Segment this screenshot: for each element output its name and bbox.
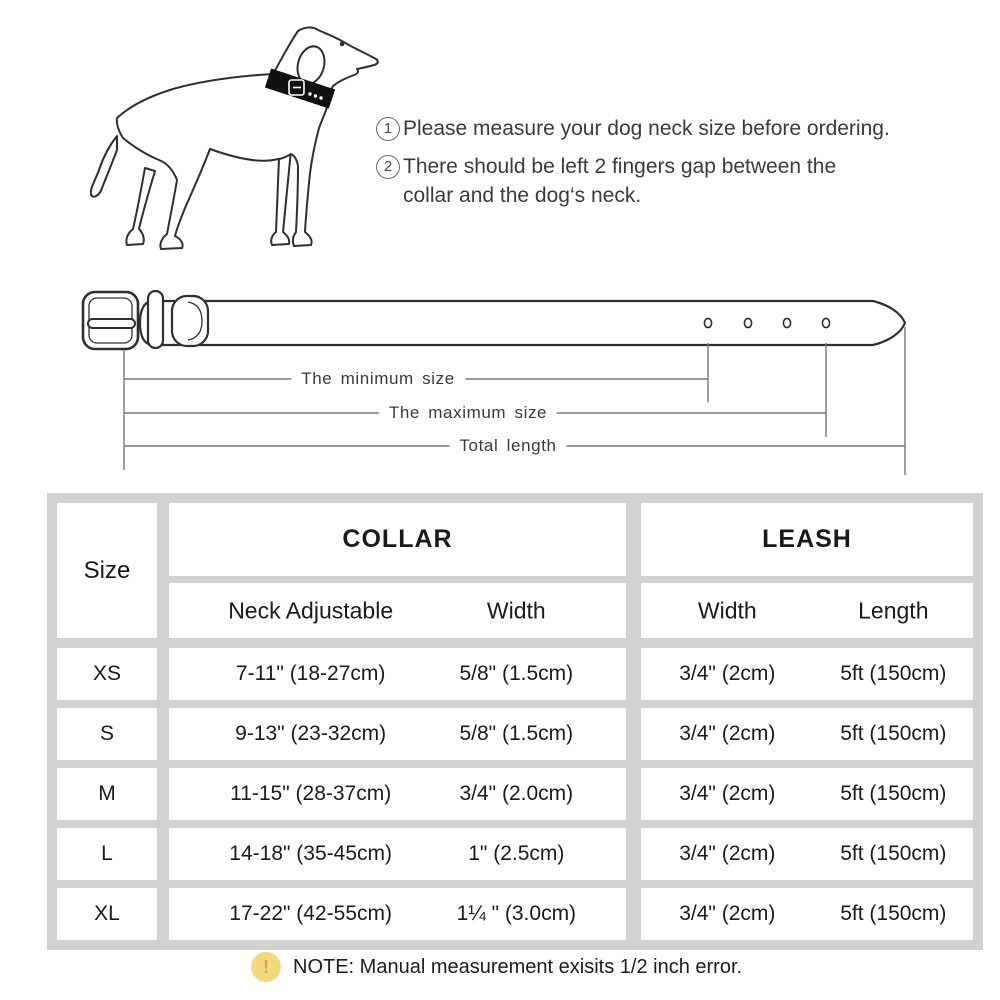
- dog-tail: [91, 136, 117, 197]
- collar-subheaders: [169, 583, 626, 638]
- collar-width-header: Width: [486, 597, 546, 623]
- leash-length-value: 5ft (150cm): [840, 902, 947, 925]
- instruction-text: There should be left 2 fingers gap between the: [403, 155, 837, 178]
- row-l-size: L: [57, 828, 157, 880]
- leash-length-value: 5ft (150cm): [840, 842, 947, 865]
- row-s-collar: [169, 708, 626, 760]
- row-xl-leash: [641, 888, 973, 940]
- collar-group-header: COLLAR: [169, 503, 626, 576]
- collar-width-value: 5/8" (1.5cm): [459, 662, 574, 685]
- collar-width-value: 1¼ " (3.0cm): [456, 902, 577, 925]
- collar-neck-value: 7-11" (18-27cm): [235, 662, 386, 685]
- instruction-item: [376, 152, 976, 210]
- leash-subheaders: [641, 583, 973, 638]
- instruction-number-badge: 1: [376, 117, 400, 141]
- leash-length-value: 5ft (150cm): [840, 782, 947, 805]
- instruction-text: collar and the dog‘s neck.: [403, 184, 642, 207]
- dog-body-outline: [117, 27, 378, 249]
- collar-neck-value: 17-22" (42-55cm): [229, 902, 393, 925]
- note-row: [251, 952, 742, 982]
- collar-keeper: [148, 291, 163, 348]
- dog-far-hind-leg: [126, 168, 155, 245]
- leash-length-value: 5ft (150cm): [840, 662, 947, 685]
- dog-illustration-icon: [55, 18, 395, 268]
- instruction-item: [376, 114, 976, 143]
- collar-width-value: 5/8" (1.5cm): [459, 722, 574, 745]
- dog-eye: [340, 42, 345, 47]
- collar-width-value: 3/4" (2.0cm): [459, 782, 574, 805]
- leash-group-header: LEASH: [641, 503, 973, 576]
- leash-width-value: 3/4" (2cm): [679, 842, 776, 865]
- total-length-label: Total length: [449, 436, 566, 456]
- instructions-block: [376, 114, 976, 219]
- collar-neck-header: Neck Adjustable: [228, 597, 394, 623]
- row-xs-size: XS: [57, 648, 157, 700]
- collar-neck-value: 14-18" (35-45cm): [229, 842, 393, 865]
- collar-neck-value: 9-13" (23-32cm): [235, 722, 387, 745]
- instruction-number-badge: 2: [376, 155, 400, 179]
- leash-width-header: Width: [697, 597, 757, 623]
- row-l-leash: [641, 828, 973, 880]
- leash-width-value: 3/4" (2cm): [679, 902, 776, 925]
- row-s-size: S: [57, 708, 157, 760]
- leash-length-value: 5ft (150cm): [840, 722, 947, 745]
- row-s-leash: [641, 708, 973, 760]
- leash-width-value: 3/4" (2cm): [679, 782, 776, 805]
- max-size-label: The maximum size: [379, 403, 557, 423]
- leash-width-value: 3/4" (2cm): [679, 662, 776, 685]
- row-m-leash: [641, 768, 973, 820]
- row-m-size: M: [57, 768, 157, 820]
- leash-width-value: 3/4" (2cm): [679, 722, 776, 745]
- min-size-label: The minimum size: [291, 369, 465, 389]
- instruction-text: Please measure your dog neck size before ordering.: [403, 117, 890, 140]
- size-column-header: Size: [57, 503, 157, 638]
- leash-length-header: Length: [858, 597, 929, 623]
- row-xl-size: XL: [57, 888, 157, 940]
- note-text: NOTE: Manual measurement exisits 1/2 inch error.: [293, 955, 743, 978]
- size-table: [47, 493, 983, 950]
- row-l-collar: [169, 828, 626, 880]
- collar-neck-value: 11-15" (28-37cm): [230, 782, 392, 805]
- row-xs-leash: [641, 648, 973, 700]
- collar-width-value: 1" (2.5cm): [468, 842, 565, 865]
- warning-icon: !: [251, 952, 281, 982]
- row-xl-collar: [169, 888, 626, 940]
- row-m-collar: [169, 768, 626, 820]
- collar-buckle-pin: [88, 319, 135, 328]
- dog-far-front-leg: [271, 150, 291, 245]
- row-xs-collar: [169, 648, 626, 700]
